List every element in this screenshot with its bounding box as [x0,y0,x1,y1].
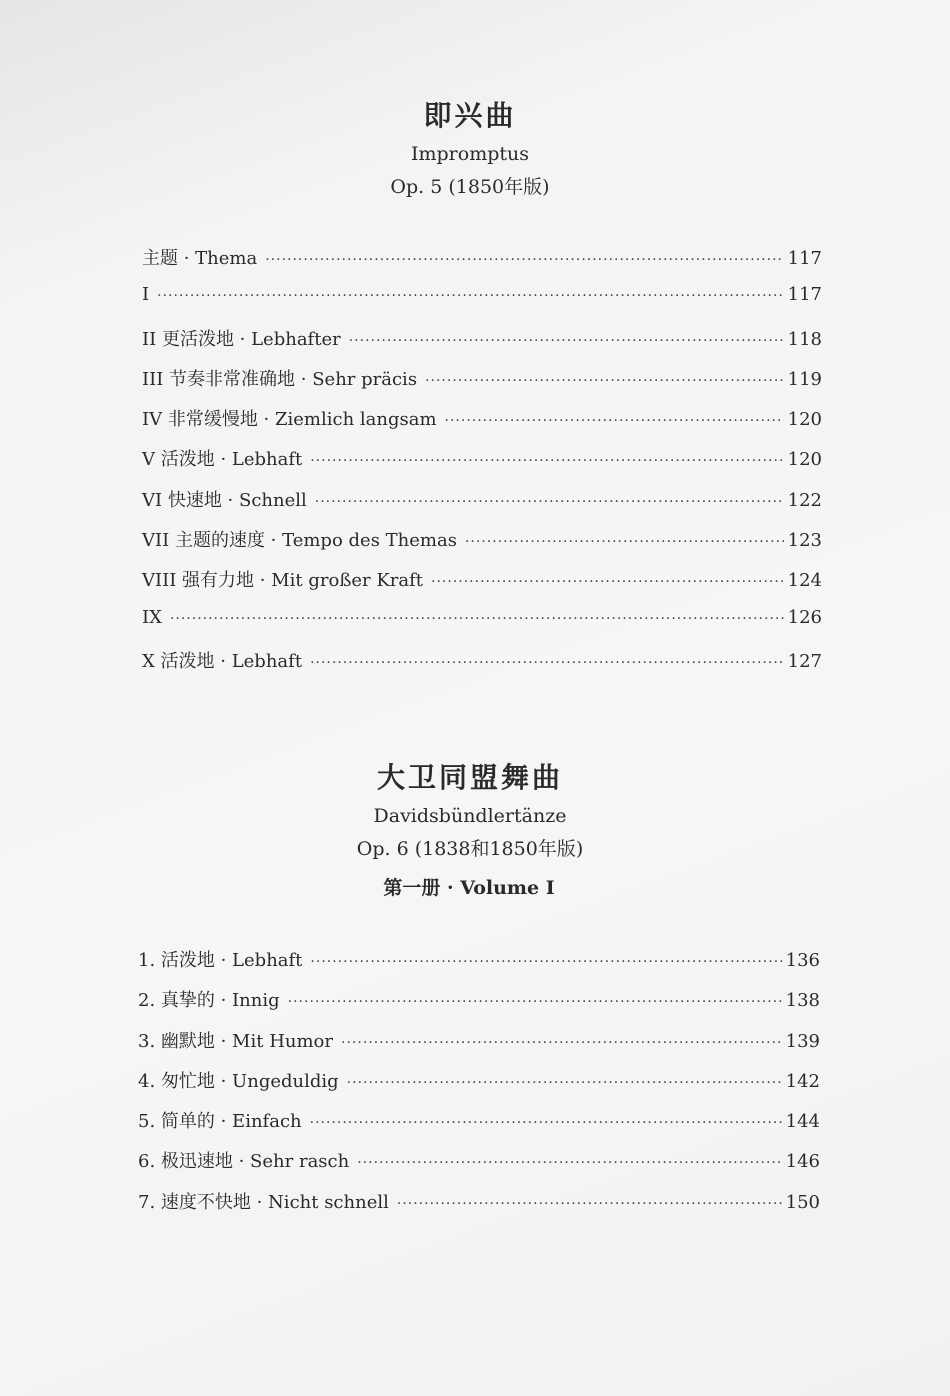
dot-leader [265,252,783,268]
toc-entry[interactable] [142,566,822,606]
toc-entry-title: 3. 幽默地 · Mit Humor [138,1030,334,1052]
toc-page-number: 124 [787,570,822,592]
impromptus-section [0,96,950,687]
toc-page-number: 146 [785,1151,820,1173]
toc-page-number: 120 [787,449,822,471]
toc-entry-title: 4. 匆忙地 · Ungeduldig [138,1070,339,1092]
toc-entry-title: I [142,284,150,306]
toc-page-number: 138 [785,990,820,1012]
toc-entry[interactable] [138,1027,820,1067]
toc-entry[interactable] [138,1107,820,1147]
dot-leader [357,1155,781,1171]
opus-number: Op. 6 (1838和1850年版) [356,838,584,860]
toc-page-number: 120 [787,409,822,431]
section-title-chinese: 即兴曲 [423,99,517,132]
dot-leader [349,333,784,349]
toc-page-number: 144 [785,1111,820,1133]
toc-entry-title: IV 非常缓慢地 · Ziemlich langsam [142,409,437,431]
table-of-contents [142,244,822,687]
toc-entry-title: VII 主题的速度 · Tempo des Themas [142,530,457,552]
dot-leader [288,994,782,1010]
dot-leader [341,1035,782,1051]
dot-leader [445,413,784,429]
toc-entry-title: 7. 速度不快地 · Nicht schnell [138,1191,389,1213]
dot-leader [425,373,784,389]
toc-entry[interactable] [138,1147,820,1187]
toc-page-number: 118 [787,328,822,350]
toc-entry[interactable] [142,244,822,284]
toc-page-number: 117 [787,284,822,306]
dot-leader [397,1196,782,1212]
toc-entry[interactable] [142,405,822,445]
toc-entry-title: 5. 简单的 · Einfach [138,1111,302,1133]
opus-number: Op. 5 (1850年版) [390,176,550,198]
toc-page-number: 150 [785,1191,820,1213]
toc-entry[interactable] [138,986,820,1026]
toc-entry-title: III 节奏非常准确地 · Sehr präcis [142,368,418,390]
dot-leader [157,288,784,304]
toc-entry-title: V 活泼地 · Lebhaft [142,449,303,471]
toc-page-number: 123 [787,530,822,552]
toc-entry-title: 6. 极迅速地 · Sehr rasch [138,1151,350,1173]
dot-leader [347,1075,782,1091]
toc-entry-title: X 活泼地 · Lebhaft [142,650,303,672]
dot-leader [465,534,784,550]
toc-entry-title: IX [142,606,162,628]
toc-entry-title: VIII 强有力地 · Mit großer Kraft [142,570,424,592]
toc-entry[interactable] [142,486,822,526]
toc-page-number: 139 [785,1030,820,1052]
toc-entry[interactable] [138,1188,820,1228]
toc-page-number: 117 [787,248,822,269]
toc-entry[interactable] [138,946,820,986]
toc-entry-title: 主题 · Thema [142,248,258,269]
section-title-german: Davidsbündlertänze [373,805,567,827]
volume-heading: 第一册 · Volume I [383,877,555,899]
toc-entry[interactable] [142,325,822,365]
toc-entry-title: II 更活泼地 · Lebhafter [142,328,341,350]
dot-leader [310,954,781,970]
section-title-german: Impromptus [410,143,529,165]
toc-entry[interactable] [142,607,822,647]
toc-page-number: 142 [785,1070,820,1092]
dot-leader [310,453,783,469]
toc-entry[interactable] [142,445,822,485]
toc-entry-title: 1. 活泼地 · Lebhaft [138,950,303,971]
davidsbuendlertaenze-section [0,758,950,1228]
toc-entry-title: 2. 真挚的 · Innig [138,990,280,1012]
dot-leader [310,1115,782,1131]
toc-entry[interactable] [142,284,822,324]
dot-leader [310,655,784,671]
toc-entry-title: VI 快速地 · Schnell [142,489,307,511]
toc-page-number: 136 [785,950,820,971]
table-of-contents [138,946,820,1228]
dot-leader [431,574,784,590]
toc-page-number: 119 [787,368,822,390]
toc-page-number: 126 [787,606,822,628]
dot-leader [315,494,784,510]
toc-page-number: 127 [787,650,822,672]
dot-leader [170,611,784,627]
section-title-chinese: 大卫同盟舞曲 [376,761,563,794]
toc-entry[interactable] [142,647,822,687]
toc-page-number: 122 [787,489,822,511]
toc-entry[interactable] [142,526,822,566]
toc-entry[interactable] [142,365,822,405]
toc-entry[interactable] [138,1067,820,1107]
